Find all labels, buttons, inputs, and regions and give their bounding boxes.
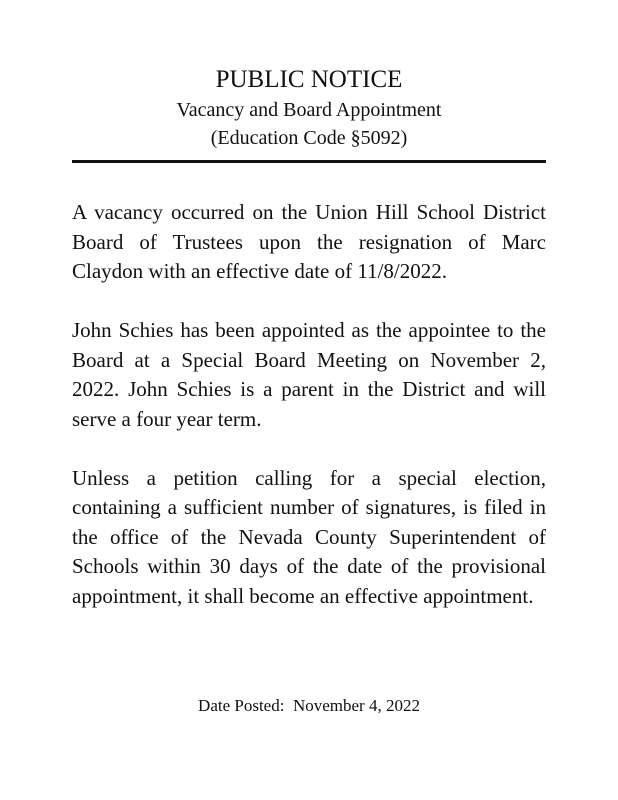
notice-title: PUBLIC NOTICE (215, 66, 403, 93)
notice-body (72, 198, 546, 641)
education-code-reference: (Education Code §5092) (210, 127, 408, 149)
notice-subtitle: Vacancy and Board Appointment (176, 99, 442, 121)
vacancy-paragraph: A vacancy occurred on the Union Hill School District Board of Trustees upon the resignation of Marc Claydon with an effective date of 11/8/2022. (72, 200, 546, 283)
appointment-paragraph: John Schies has been appointed as the appointee to the Board at a Special Board Meeting on November 2, 2022. John Schies is a parent in the District and will serve a four year term. (72, 318, 546, 431)
petition-paragraph: Unless a petition calling for a special election, containing a sufficient number of signatures, is filed in the office of the Nevada County Superintendent of Schools within 30 days of the date of the provisional appointment, it shall become an effective appointment. (72, 465, 546, 608)
header-divider (72, 160, 546, 163)
notice-header (0, 64, 618, 152)
date-posted: Date Posted: November 4, 2022 (198, 696, 420, 715)
